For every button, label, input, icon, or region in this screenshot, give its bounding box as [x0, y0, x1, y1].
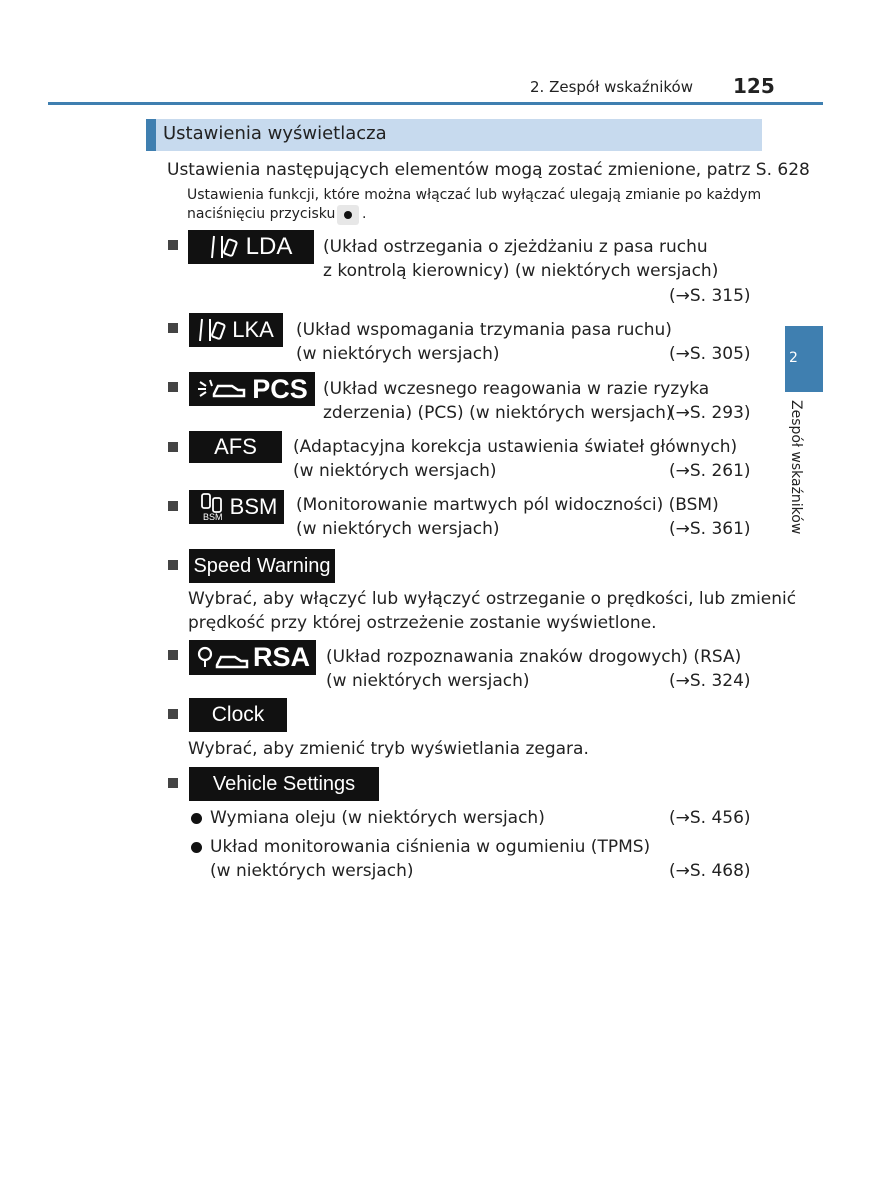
speed-warning-desc2: prędkość przy której ostrzeżenie zostanie wyświetlone.	[188, 613, 657, 633]
list-bullet	[168, 240, 178, 250]
section-title: Ustawienia wyświetlacza	[163, 123, 387, 144]
pcs-badge	[189, 372, 315, 406]
bsm-line2: (w niektórych wersjach)	[296, 519, 500, 539]
tpms-line1: Układ monitorowania ciśnienia w ogumieniu (TPMS)	[210, 837, 651, 857]
bsm-badge-text: BSM	[229, 494, 278, 519]
lane-keep-icon	[198, 317, 228, 343]
lda-badge	[188, 230, 314, 264]
bsm-ref: (→S. 361)	[669, 519, 751, 539]
bsm-badge-subtext: BSM	[203, 512, 223, 522]
list-bullet	[168, 778, 178, 788]
lda-line2: z kontrolą kierownicy) (w niektórych wersjach)	[323, 261, 719, 281]
speed-warning-badge-text: Speed Warning	[193, 554, 331, 577]
pcs-line1: (Układ wczesnego reagowania w razie ryzyka	[323, 379, 710, 399]
list-bullet	[168, 560, 178, 570]
afs-ref: (→S. 261)	[669, 461, 751, 481]
vehicle-settings-badge-text: Vehicle Settings	[212, 772, 356, 795]
chapter-tab-number: 2	[789, 350, 798, 366]
chapter-side-label-text: Zespół wskaźników	[788, 400, 804, 535]
afs-line1: (Adaptacyjna korekcja ustawienia świateł głównych)	[293, 437, 738, 457]
page-number: 125	[733, 74, 775, 98]
clock-badge	[189, 698, 287, 732]
list-bullet	[168, 382, 178, 392]
oil-change-line: Wymiana oleju (w niektórych wersjach)	[210, 808, 545, 828]
afs-badge-text: AFS	[214, 434, 257, 459]
header-title: 2. Zespół wskaźników	[530, 78, 693, 96]
clock-desc: Wybrać, aby zmienić tryb wyświetlania zegara.	[188, 739, 589, 759]
pcs-line2: zderzenia) (PCS) (w niektórych wersjach)	[323, 403, 673, 423]
speed-warning-desc1: Wybrać, aby włączyć lub wyłączyć ostrzeganie o prędkości, lub zmienić	[188, 589, 797, 609]
sub-bullet	[191, 813, 202, 824]
vehicle-settings-badge	[189, 767, 379, 801]
lka-ref: (→S. 305)	[669, 344, 751, 364]
lane-departure-icon	[210, 234, 240, 260]
lda-badge-text: LDA	[245, 233, 293, 260]
tpms-line2: (w niektórych wersjach)	[210, 861, 414, 881]
road-sign-icon	[195, 645, 251, 671]
rsa-badge	[189, 640, 316, 675]
rsa-ref: (→S. 324)	[669, 671, 751, 691]
lka-badge	[189, 313, 283, 347]
header-rule	[48, 102, 823, 105]
dot-button-icon	[337, 205, 359, 225]
lda-ref: (→S. 315)	[669, 286, 751, 306]
tpms-ref: (→S. 468)	[669, 861, 751, 881]
list-bullet	[168, 501, 178, 511]
section-heading-marker	[146, 119, 156, 151]
intro-note-line2: naciśnięciu przycisku	[187, 206, 336, 222]
oil-change-ref: (→S. 456)	[669, 808, 751, 828]
lda-line1: (Układ ostrzegania o zjeżdżaniu z pasa ruchu	[323, 237, 708, 257]
intro-note-period: .	[362, 206, 367, 222]
list-bullet	[168, 442, 178, 452]
speed-warning-badge	[189, 549, 335, 583]
clock-badge-text: Clock	[211, 703, 265, 726]
afs-badge	[189, 431, 282, 463]
rsa-badge-text: RSA	[252, 642, 310, 672]
lka-line1: (Układ wspomagania trzymania pasa ruchu)	[296, 320, 672, 340]
list-bullet	[168, 650, 178, 660]
rsa-line2: (w niektórych wersjach)	[326, 671, 530, 691]
afs-line2: (w niektórych wersjach)	[293, 461, 497, 481]
chapter-side-label	[786, 400, 806, 550]
lka-line2: (w niektórych wersjach)	[296, 344, 500, 364]
sub-bullet	[191, 842, 202, 853]
pre-collision-icon	[196, 376, 248, 402]
intro-text: Ustawienia następujących elementów mogą zostać zmienione, patrz S. 628	[167, 160, 810, 180]
pcs-badge-text: PCS	[252, 373, 308, 404]
pcs-ref: (→S. 293)	[669, 403, 751, 423]
lka-badge-text: LKA	[232, 317, 274, 342]
intro-note-line1: Ustawienia funkcji, które można włączać lub wyłączać ulegają zmianie po każdym	[187, 187, 762, 203]
bsm-line1: (Monitorowanie martwych pól widoczności) (BSM)	[296, 495, 719, 515]
list-bullet	[168, 709, 178, 719]
rsa-line1: (Układ rozpoznawania znaków drogowych) (RSA)	[326, 647, 742, 667]
list-bullet	[168, 323, 178, 333]
